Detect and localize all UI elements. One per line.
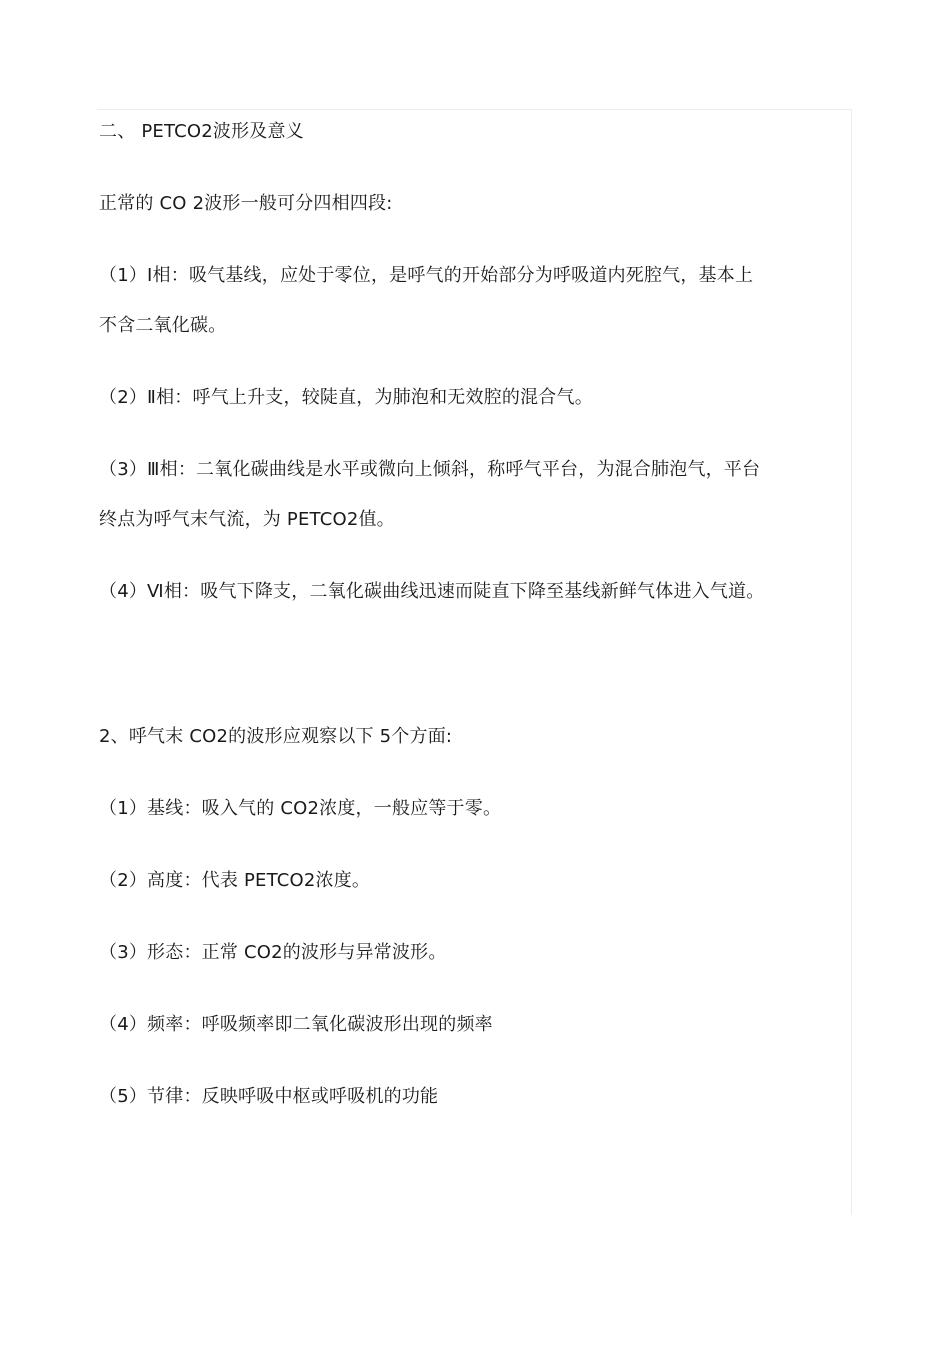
phase-1-line-1: （1）Ⅰ相：吸气基线，应处于零位，是呼气的开始部分为呼吸道内死腔气，基本上 [99,265,754,286]
observation-rhythm: （5）节律：反映呼吸中枢或呼吸机的功能 [99,1086,439,1107]
observation-heading: 2、呼气末 CO2的波形应观察以下 5个方面: [99,726,453,747]
observation-baseline: （1）基线：吸入气的 CO2浓度，一般应等于零。 [99,798,502,819]
intro-paragraph: 正常的 CO 2波形一般可分四相四段: [99,193,393,214]
section-heading: 二、 PETCO2波形及意义 [99,121,304,142]
phase-4: （4）Ⅵ相：吸气下降支，二氧化碳曲线迅速而陡直下降至基线新鲜气体进入气道。 [99,581,765,602]
phase-2: （2）Ⅱ相：呼气上升支，较陡直，为肺泡和无效腔的混合气。 [99,387,593,408]
observation-frequency: （4）频率：呼吸频率即二氧化碳波形出现的频率 [99,1014,493,1035]
observation-height: （2）高度：代表 PETCO2浓度。 [99,870,371,891]
phase-1-line-2: 不含二氧化碳。 [99,315,227,336]
phase-3-line-2: 终点为呼气末气流，为 PETCO2值。 [99,509,395,530]
phase-3-line-1: （3）Ⅲ相：二氧化碳曲线是水平或微向上倾斜，称呼气平台，为混合肺泡气，平台 [99,459,761,480]
observation-shape: （3）形态：正常 CO2的波形与异常波形。 [99,942,447,963]
